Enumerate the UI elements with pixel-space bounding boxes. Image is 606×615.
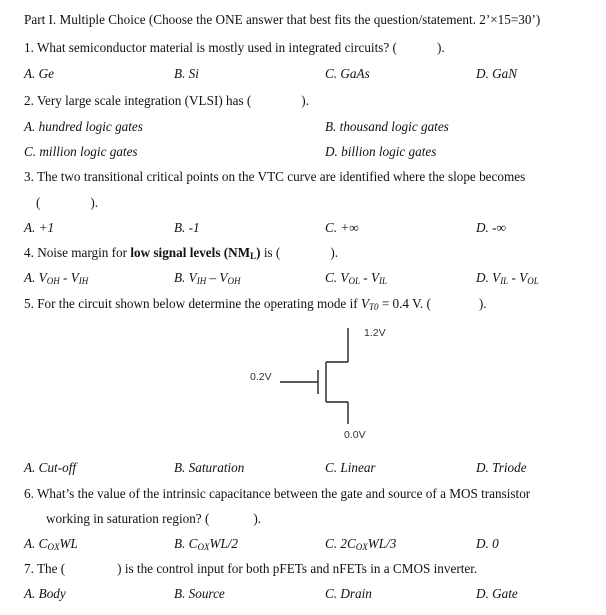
- q2-blank-close: ).: [301, 93, 309, 108]
- q1-blank-close: ).: [436, 40, 445, 55]
- q6-option-b[interactable]: B. $C_{OX}WL/2$: [174, 536, 239, 552]
- q1-option-d[interactable]: D. GaN: [476, 66, 518, 81]
- question-2-stem: [24, 93, 309, 109]
- q3-option-b[interactable]: B. -1: [174, 220, 200, 235]
- q5-vt0: VT0: [360, 296, 379, 312]
- q2-stem-text: 2. Very large scale integration (VLSI) has (: [24, 93, 252, 108]
- q4-option-c[interactable]: C. $V_{OL} - V_{IL}$: [325, 270, 388, 286]
- q3-option-a[interactable]: A. +1: [24, 220, 55, 235]
- q6-blank-close: ).: [253, 511, 262, 526]
- q2-option-d[interactable]: D. billion logic gates: [325, 144, 437, 159]
- question-5-stem: [24, 296, 487, 315]
- question-1-stem: [24, 40, 445, 56]
- q3-option-d[interactable]: D. -∞: [476, 220, 506, 235]
- q4-blank-close: ).: [330, 245, 339, 260]
- question-6-stem: 6. What’s the value of the intrinsic capacitance between the gate and source of a MOS transistor: [24, 486, 531, 501]
- q5-stem-post: = 0.4 V. (: [378, 296, 431, 311]
- q7-stem-post: ) is the control input for both pFETs and nFETs in a CMOS inverter.: [117, 561, 478, 576]
- q3-blank-open: (: [36, 195, 41, 210]
- nmos-transistor-symbol: [280, 328, 348, 424]
- q6-option-a[interactable]: A. $C_{OX}WL$: [24, 536, 78, 552]
- drain-voltage-label: 1.2V: [364, 327, 386, 339]
- q5-option-a[interactable]: A. Cut-off: [24, 460, 77, 475]
- q4-option-d[interactable]: D. $V_{IL} - V_{OL}$: [476, 270, 539, 286]
- q1-option-a[interactable]: A. Ge: [24, 66, 55, 81]
- q2-option-c[interactable]: C. million logic gates: [24, 144, 138, 159]
- nmos-circuit-diagram: [240, 320, 400, 448]
- question-4-stem: [24, 245, 338, 264]
- q6-option-d[interactable]: D. 0: [476, 536, 499, 551]
- q4-option-b[interactable]: B. $V_{IH} - V_{OH}$: [174, 270, 241, 286]
- q7-option-c[interactable]: C. Drain: [325, 586, 372, 601]
- q5-option-b[interactable]: B. Saturation: [174, 460, 245, 475]
- question-7-stem: [24, 561, 477, 577]
- q3-blank-close: ).: [90, 195, 99, 210]
- q5-option-d[interactable]: D. Triode: [476, 460, 527, 475]
- q3-option-c[interactable]: C. +∞: [325, 220, 359, 235]
- q1-option-b[interactable]: B. Si: [174, 66, 199, 81]
- q7-option-d[interactable]: D. Gate: [476, 586, 518, 601]
- question-3-stem-cont: [36, 195, 98, 211]
- q7-stem-pre: 7. The (: [24, 561, 66, 576]
- gate-voltage-label: 0.2V: [250, 371, 272, 383]
- q2-option-b[interactable]: B. thousand logic gates: [325, 119, 449, 134]
- source-voltage-label: 0.0V: [344, 429, 366, 441]
- q5-option-c[interactable]: C. Linear: [325, 460, 376, 475]
- q4-stem-pre: 4. Noise margin for: [24, 245, 131, 260]
- q4-option-a[interactable]: A. $V_{OH} - V_{IH}$: [24, 270, 89, 286]
- q4-stem-post: is (: [260, 245, 281, 260]
- q2-option-a[interactable]: A. hundred logic gates: [24, 119, 143, 134]
- question-6-stem-cont: [46, 511, 261, 527]
- q1-stem-text: 1. What semiconductor material is mostly used in integrated circuits? (: [24, 40, 397, 55]
- q5-blank-close: ).: [478, 296, 487, 311]
- q6-option-c[interactable]: C. $2C_{OX}WL/3$: [325, 536, 397, 552]
- section-header: Part I. Multiple Choice (Choose the ONE answer that best fits the question/statement. 2’×15=30’): [24, 12, 541, 27]
- q7-option-a[interactable]: A. Body: [24, 586, 66, 601]
- q5-stem-pre: 5. For the circuit shown below determine the operating mode if: [24, 296, 361, 311]
- q4-stem-bold: low signal levels (NML): [130, 245, 261, 261]
- q6-stem-cont-text: working in saturation region? (: [46, 511, 210, 526]
- question-3-stem: 3. The two transitional critical points on the VTC curve are identified where the slope becomes: [24, 169, 526, 184]
- q7-option-b[interactable]: B. Source: [174, 586, 225, 601]
- q1-option-c[interactable]: C. GaAs: [325, 66, 370, 81]
